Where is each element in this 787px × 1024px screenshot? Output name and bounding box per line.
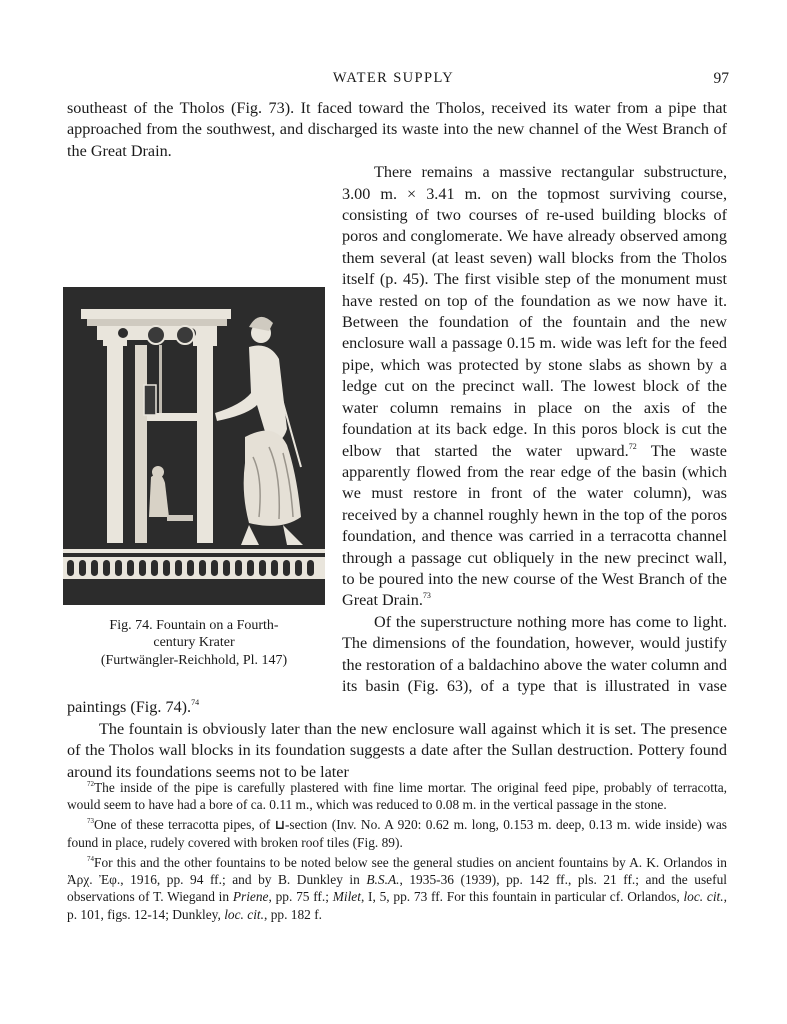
loc-cit-2: loc. cit. <box>224 906 264 922</box>
footnote-74-text-g: , pp. 182 f. <box>264 906 323 922</box>
footnote-74-text-e: , I, 5, pp. 73 ff. For this fountain in particular cf. Orlandos, <box>360 889 684 905</box>
caption-line-3: (Furtwängler-Reichhold, Pl. 147) <box>100 653 288 668</box>
footnote-ref-72: 72 <box>628 441 637 451</box>
loc-cit-1: loc. cit. <box>683 889 724 905</box>
footnote-74-text-b: , 1916, pp. 94 ff.; and by B. Dunkley in <box>120 872 367 888</box>
page-number: 97 <box>713 70 729 87</box>
paragraph-1: southeast of the Tholos (Fig. 73). It faced toward the Tholos, received its water from a pipe that approached from the southwest, and discharged its waste into the new channel of the West Branch of the Great Drain. <box>67 99 727 160</box>
figure-caption <box>63 617 325 669</box>
footnote-74-text-a: For this and the other fountains to be noted below see the general studies on ancient fountains by A. K. Orlandos in <box>94 854 727 870</box>
footnote-73-text-a: One of these terracotta pipes, of <box>94 816 275 832</box>
caption-line-2: century Krater <box>153 635 235 650</box>
paragraph-2-text-a: There remains a massive rectangular substructure, 3.00 m. × 3.41 m. on the topmost surviving course, consisting of two courses of re-used building blocks of poros and conglomerate. We have already observed among them several (at least seven) wall blocks from the Tholos itself (p. 45). The first visible step of the monument must have rested on top of the foundation as we now have it. Between the foundation of the fountain and the new enclosure wall a passage 0.15 m. wide was left for the feed pipe, which was protected by stone slabs as shown by a ledge cut on the precinct wall. The lowest block of the water column remains in place on the axis of the foundation at its back edge. In this poros block is cut the elbow that started the water upward. <box>342 163 727 460</box>
section-shape-symbol: ⊔ <box>274 817 285 833</box>
footnote-ref-73: 73 <box>422 591 431 601</box>
footnote-74-text-c: , 1935-36 (1939), pp. 142 ff., pls. 21 ff.; and the useful observations of T. Wiegand in <box>67 872 727 905</box>
running-header <box>0 70 787 90</box>
journal-abbrev: Ἀρχ. Ἐφ. <box>67 872 121 888</box>
paragraph-3-text: Of the superstructure nothing more has come to light. The dimensions of the foundation, however, would justify the restoration of a baldachino above the water column and its basin (Fig. 63), of a type that is illustrated in vase paintings (Fig. 74). <box>67 612 727 717</box>
journal-bsa: B.S.A. <box>366 872 400 888</box>
footnote-74-text-f: , p. 101, figs. 12-14; Dunkley, <box>67 889 727 922</box>
footnote-74 <box>67 854 727 924</box>
footnote-72-number: 72 <box>87 780 94 788</box>
footnote-74-text-d: , pp. 75 ff.; <box>268 889 333 905</box>
footnote-72-text: The inside of the pipe is carefully plastered with fine lime mortar. The original feed pipe, probably of terracotta, would seem to have had a bore of ca. 0.11 m., which was reduced to 0.08 m. in the vertical passage in the stone. <box>67 780 727 813</box>
footnote-73 <box>67 816 727 852</box>
book-priene: Priene <box>232 889 269 905</box>
figure-74 <box>63 287 325 691</box>
footnote-ref-74: 74 <box>191 698 200 708</box>
footnote-74-number: 74 <box>87 854 94 863</box>
paragraph-4: The fountain is obviously later than the new enclosure wall against which it is set. The presence of the Tholos wall blocks in its foundation suggests a date after the Sullan destruction. Pottery found around its foundations seems not to be later <box>67 719 727 781</box>
running-title: WATER SUPPLY <box>332 70 455 86</box>
book-milet: Milet <box>332 889 361 905</box>
footnotes <box>67 779 727 925</box>
footnote-73-number: 73 <box>87 816 94 825</box>
paragraph-2-text-b: The waste apparently flowed from the rear edge of the basin (which we must restore in front of the water column), was received by a channel roughly hewn in the top of the poros foundation, and thence was carried in a terracotta channel through a passage cut obliquely in the new precinct wall, to be poured into the new course of the West Branch of the Great Drain. <box>342 441 727 610</box>
footnote-72 <box>67 779 727 814</box>
footnote-73-text-b: -section (Inv. No. A 920: 0.62 m. long, 0.153 m. deep, 0.13 m. wide inside) was found in place, rudely covered with broken roof tiles (Fig. 89). <box>67 816 727 851</box>
vase-painting-image <box>63 287 325 605</box>
caption-line-1: Fig. 74. Fountain on a Fourth- <box>109 618 279 633</box>
